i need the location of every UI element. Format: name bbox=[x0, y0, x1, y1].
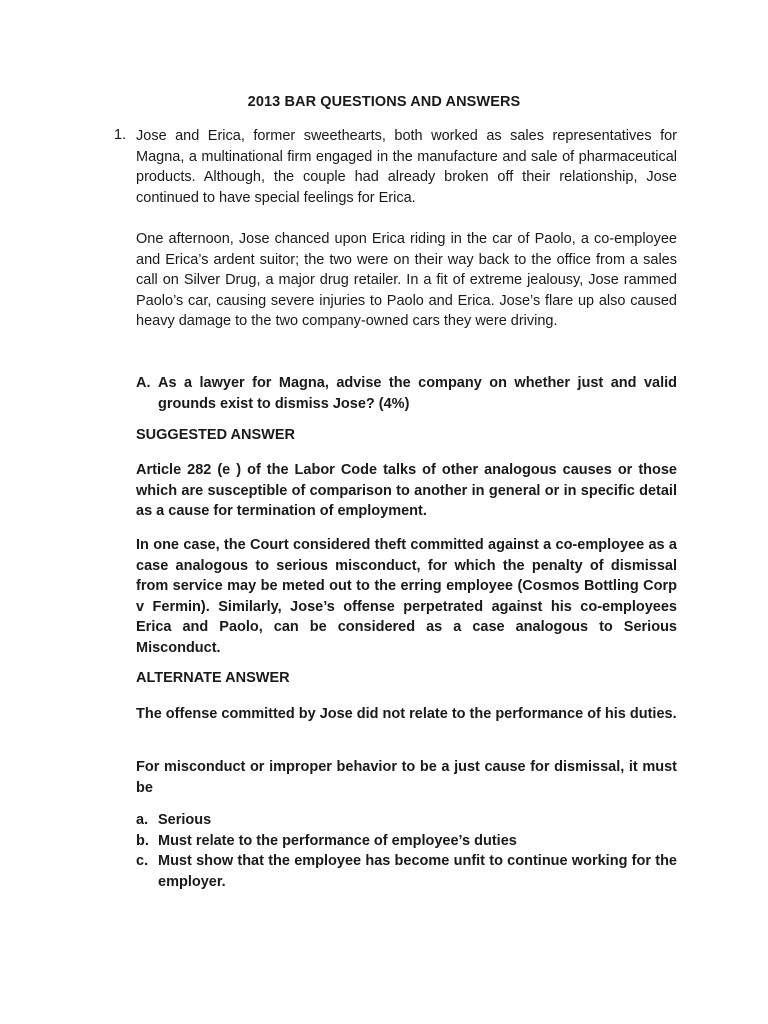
question-paragraph-2: One afternoon, Jose chanced upon Erica riding in the car of Paolo, a co-employee and Erica’s ardent suitor; the two were on their way back to the office from a sales call on Silver Drug, a major drug retailer. In a fit of extreme jealousy, Jose rammed Paolo’s car, causing severe injuries to Paolo and Erica. Jose’s flare up also caused heavy damage to the two company-owned cars they were driving. bbox=[136, 231, 677, 329]
alternate-answer-heading: ALTERNATE ANSWER bbox=[136, 670, 290, 686]
list-item-label: b. bbox=[136, 832, 149, 849]
requirements-list bbox=[136, 810, 677, 892]
sub-question bbox=[136, 373, 677, 414]
sub-question-label: A. bbox=[136, 375, 151, 391]
suggested-answer-heading: SUGGESTED ANSWER bbox=[136, 427, 295, 443]
suggested-paragraph-2: In one case, the Court considered theft committed against a co-employee as a case analogous to serious misconduct, for which the penalty of dismissal from service may be meted out to the erring employee (Cosmos Bottling Corp v Fermin). Similarly, Jose’s offense perpetrated against his co-employees Erica and Paolo, can be considered as a case analogous to Serious Misconduct. bbox=[136, 537, 677, 656]
list-item bbox=[136, 810, 677, 831]
alternate-paragraph-2: For misconduct or improper behavior to be a just cause for dismissal, it must be bbox=[136, 759, 677, 796]
suggested-paragraph-1: Article 282 (e ) of the Labor Code talks of other analogous causes or those which are susceptible of comparison to another in general or in specific detail as a cause for termination of employment. bbox=[136, 462, 677, 519]
list-item bbox=[136, 831, 677, 852]
sub-question-text: As a lawyer for Magna, advise the company on whether just and valid grounds exist to dismiss Jose? (4%) bbox=[158, 375, 677, 412]
list-item-label: a. bbox=[136, 812, 149, 828]
page-title: 2013 BAR QUESTIONS AND ANSWERS bbox=[247, 94, 521, 110]
list-item-label: c. bbox=[136, 853, 149, 869]
alternate-paragraph-1: The offense committed by Jose did not relate to the performance of his duties. bbox=[136, 706, 677, 722]
question-number: 1. bbox=[114, 127, 127, 143]
question-paragraph-1: Jose and Erica, former sweethearts, both worked as sales representatives for Magna, a multinational firm engaged in the manufacture and sale of pharmaceutical products. Although, the couple had already broken off their relationship, Jose continued to have special feelings for Erica. bbox=[136, 128, 677, 206]
list-item-text: Must relate to the performance of employee’s duties bbox=[158, 832, 517, 849]
list-item-text: Must show that the employee has become unfit to continue working for the employer. bbox=[158, 853, 677, 890]
list-item bbox=[136, 851, 677, 892]
list-item-text: Serious bbox=[158, 812, 212, 828]
